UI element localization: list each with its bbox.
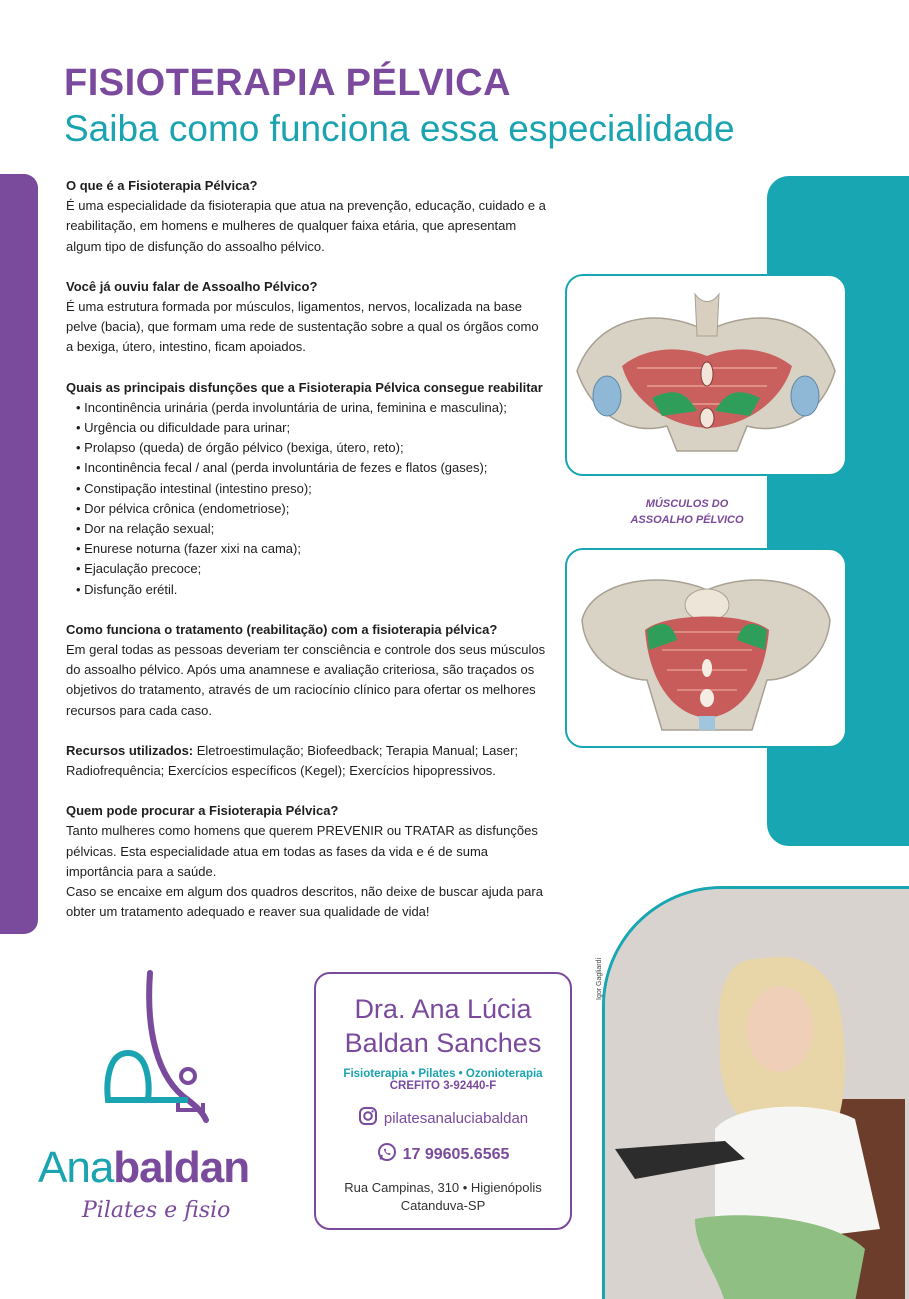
answer-text: É uma especialidade da fisioterapia que atua na prevenção, educação, cuidado e a reabilitação, em homens e mulheres de qualquer faixa etária, que apresentam algum tipo de disfunção do assoalho pélvico. xyxy=(66,198,546,254)
article-body xyxy=(66,176,546,943)
question-heading: Você já ouviu falar de Assoalho Pélvico? xyxy=(66,278,318,294)
doctor-name-line-1: Dra. Ana Lúcia xyxy=(354,994,532,1024)
address-line-1: Rua Campinas, 310 • Higienópolis xyxy=(344,1180,542,1195)
list-item: • Ejaculação precoce; xyxy=(76,559,546,579)
crefito: CREFITO 3-92440-F xyxy=(389,1080,497,1092)
page-title: FISIOTERAPIA PÉLVICA xyxy=(64,62,512,104)
pelvis-superior-illustration xyxy=(567,550,845,746)
logo-word-bold: baldan xyxy=(113,1143,250,1192)
section-pelvic-floor xyxy=(66,277,546,358)
resources-text xyxy=(66,741,546,781)
pelvis-inferior-illustration xyxy=(567,276,845,474)
whatsapp-icon xyxy=(377,1142,397,1167)
list-item: • Urgência ou dificuldade para urinar; xyxy=(76,418,546,438)
list-item: • Dor na relação sexual; xyxy=(76,519,546,539)
caption-line-2: ASSOALHO PÉLVICO xyxy=(630,514,744,526)
list-item: • Disfunção erétil. xyxy=(76,580,546,600)
instagram-link[interactable] xyxy=(316,1106,570,1130)
question-heading: Quem pode procurar a Fisioterapia Pélvica? xyxy=(66,803,339,819)
doctor-portrait-illustration xyxy=(605,889,909,1299)
section-treatment xyxy=(66,620,546,721)
question-heading: O que é a Fisioterapia Pélvica? xyxy=(66,178,258,193)
answer-text: Em geral todas as pessoas deveriam ter consciência e controle dos seus músculos do assoalho pélvico. Após uma anamnese e avaliação criteriosa, são traçados os objetivos do tratamento, através de um raciocínio clínico para ofertar os melhores recursos para cada caso. xyxy=(66,642,546,718)
doctor-photo xyxy=(602,886,909,1299)
address-line-2: Catanduva-SP xyxy=(400,1198,486,1213)
answer-text: Caso se encaixe em algum dos quadros descritos, não deixe de buscar ajuda para obter um tratamento adequado e reaver sua qualidade de vida! xyxy=(66,884,543,920)
pelvic-floor-image-top xyxy=(565,274,847,476)
list-item: • Enurese noturna (fazer xixi na cama); xyxy=(76,539,546,559)
list-item: • Incontinência fecal / anal (perda involuntária de fezes e flatos (gases); xyxy=(76,458,546,478)
logo-symbol xyxy=(38,968,288,1143)
logo-tagline: Pilates e fisio xyxy=(82,1198,231,1223)
phone-number: 17 99605.6565 xyxy=(402,1145,510,1163)
left-decorative-band xyxy=(0,174,38,934)
caption-line-1: MÚSCULOS DO xyxy=(645,498,729,510)
list-item: • Incontinência urinária (perda involuntária de urina, feminina e masculina); xyxy=(76,398,546,418)
question-heading: Quais as principais disfunções que a Fisioterapia Pélvica consegue reabilitar xyxy=(66,379,543,395)
section-who xyxy=(66,801,546,922)
image-caption xyxy=(592,496,782,528)
logo-wordmark xyxy=(38,1143,249,1193)
photo-credit: Igor Gagliardi xyxy=(596,957,603,1000)
list-item: • Prolapso (queda) de órgão pélvico (bexiga, útero, reto); xyxy=(76,438,546,458)
question-heading: Como funciona o tratamento (reabilitação) com a fisioterapia pélvica? xyxy=(66,621,498,637)
section-what xyxy=(66,176,546,257)
list-item: • Dor pélvica crônica (endometriose); xyxy=(76,499,546,519)
answer-text: Tanto mulheres como homens que querem PREVENIR ou TRATAR as disfunções pélvicas. Esta especialidade atua em todas as fases da vida e é de suma importância para a saúde. xyxy=(66,823,538,879)
instagram-icon xyxy=(358,1106,378,1130)
resources-list: Eletroestimulação; Biofeedback; Terapia Manual; Laser; Radiofrequência; Exercícios específicos (Kegel); Exercícios hipopressivos. xyxy=(66,742,519,779)
page-subtitle: Saiba como funciona essa especialidade xyxy=(64,108,735,149)
list-item: • Constipação intestinal (intestino preso); xyxy=(76,479,546,499)
instagram-handle: pilatesanaluciabaldan xyxy=(383,1109,529,1127)
doctor-name xyxy=(316,992,570,1060)
logo-word-light: Ana xyxy=(38,1143,114,1192)
specialties: Fisioterapia • Pilates • Ozonioterapia xyxy=(343,1068,543,1080)
section-resources xyxy=(66,741,546,781)
disorders-list xyxy=(66,398,546,600)
resources-label: Recursos utilizados: xyxy=(66,742,194,758)
address xyxy=(316,1179,570,1215)
doctor-name-line-2: Baldan Sanches xyxy=(344,1028,542,1058)
pelvic-floor-image-bottom xyxy=(565,548,847,748)
section-disorders xyxy=(66,378,546,600)
contact-card xyxy=(314,972,572,1230)
phone-link[interactable] xyxy=(316,1142,570,1167)
answer-text: É uma estrutura formada por músculos, ligamentos, nervos, localizada na base pelve (bacia), que formam uma rede de sustentação sobre a qual os órgãos como a bexiga, útero, intestino, ficam apoiados. xyxy=(66,299,539,355)
